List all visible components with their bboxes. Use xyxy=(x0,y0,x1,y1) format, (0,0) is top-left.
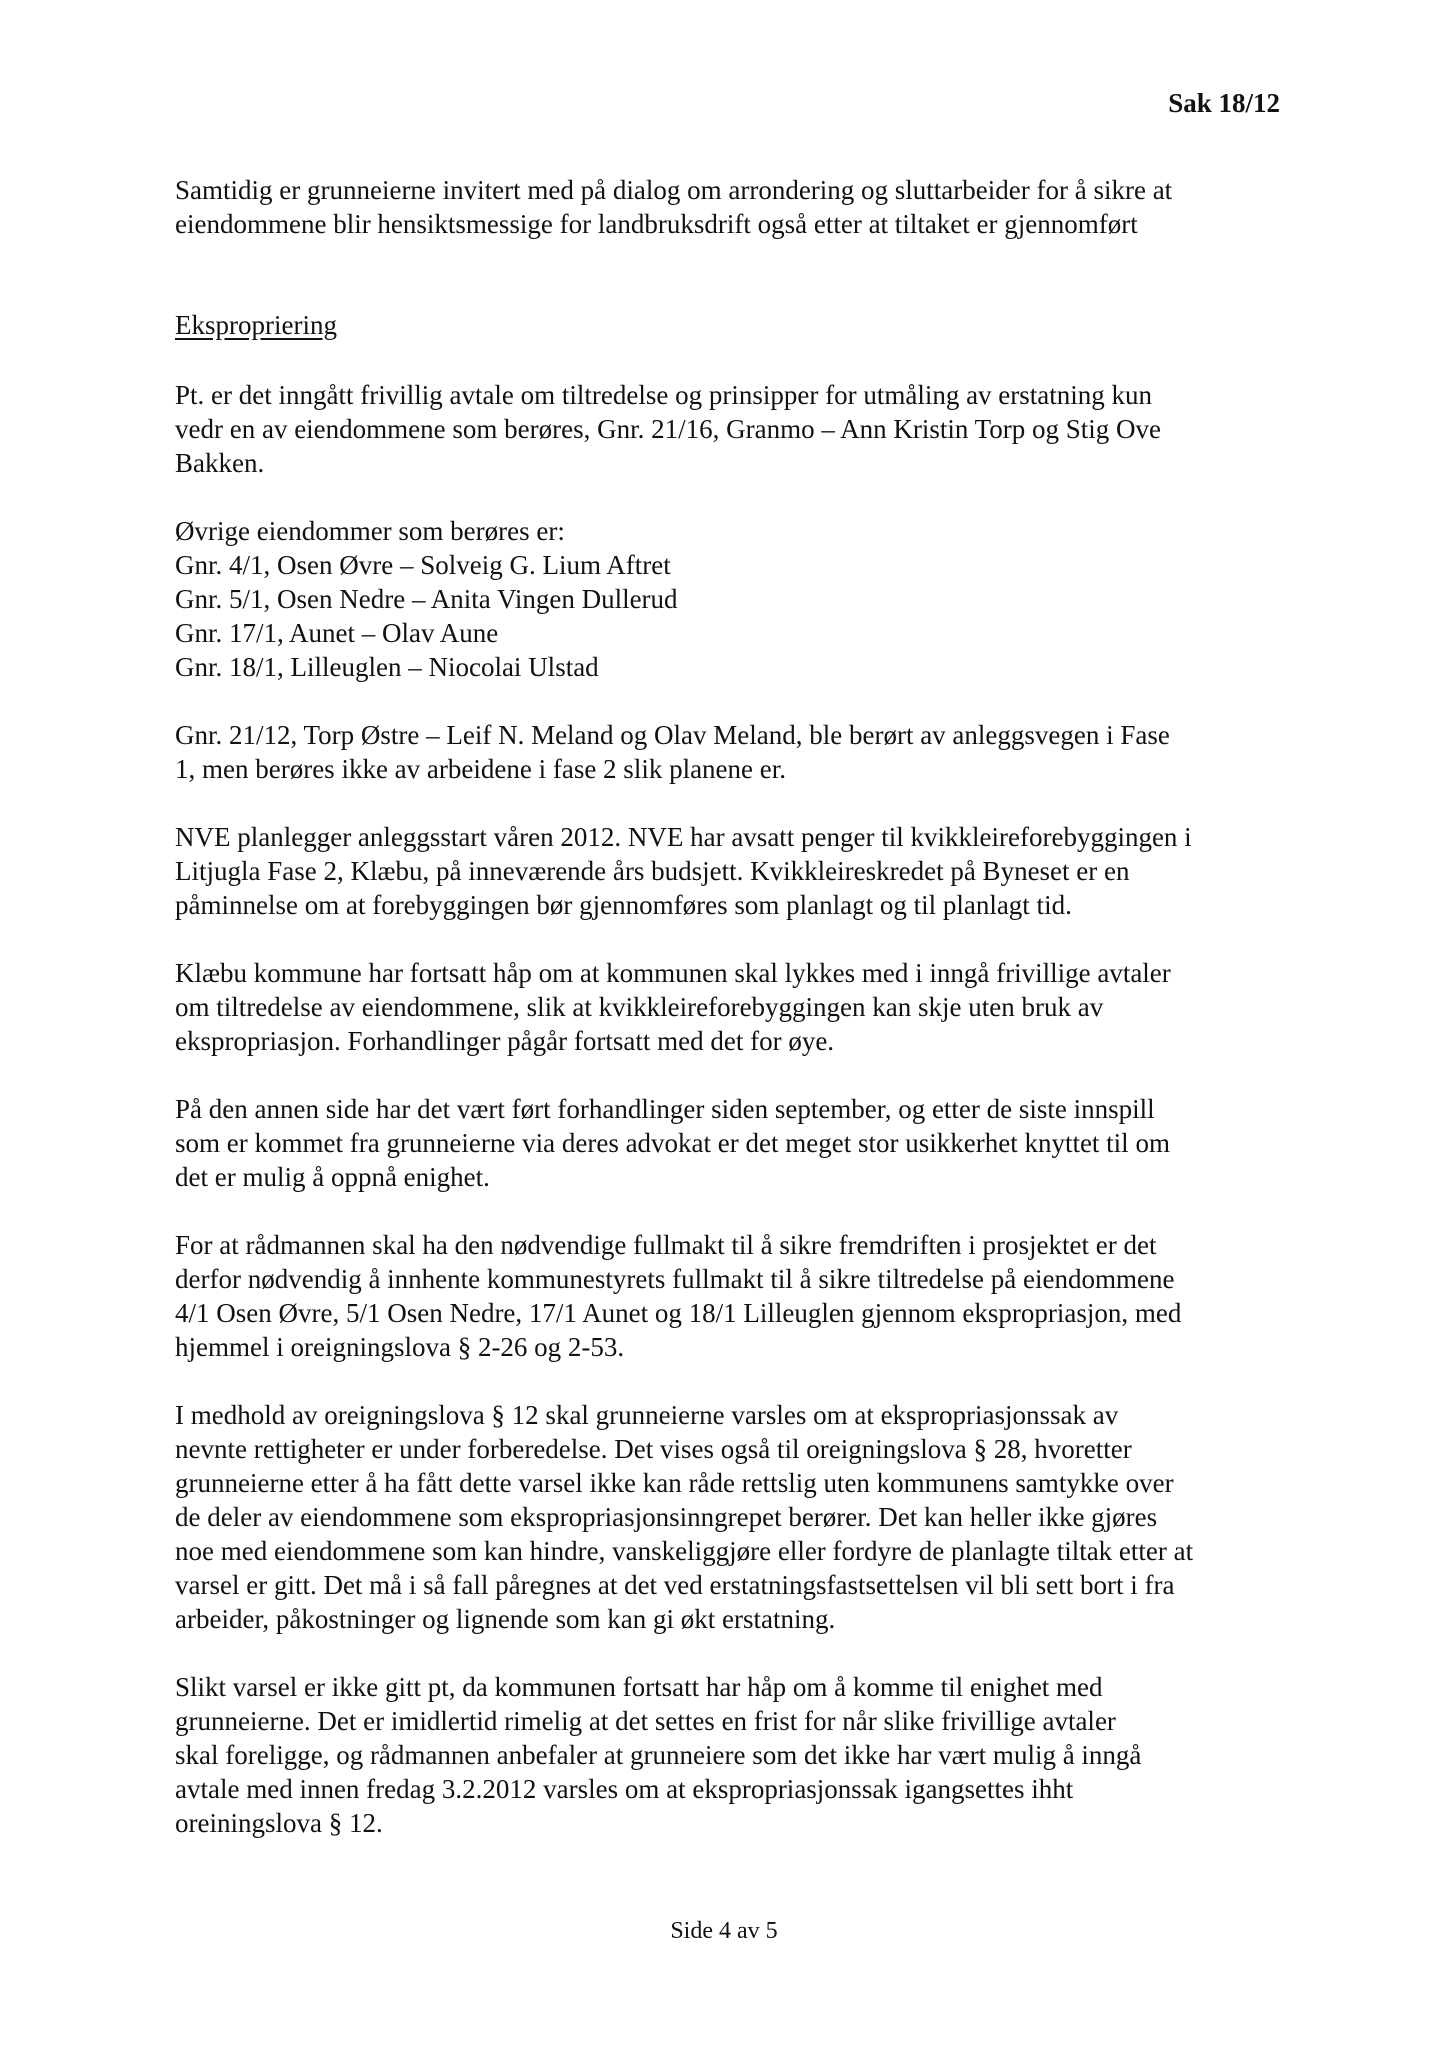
property-item: Gnr. 18/1, Lilleuglen – Niocolai Ulstad xyxy=(175,652,599,682)
paragraph-line: Litjugla Fase 2, Klæbu, på inneværende års budsjett. Kvikkleireskredet på Byneset er en xyxy=(175,856,1130,886)
paragraph-line: NVE planlegger anleggsstart våren 2012. NVE har avsatt penger til kvikkleireforebyggingen i xyxy=(175,822,1192,852)
paragraph-line: eiendommene blir hensiktsmessige for landbruksdrift også etter at tiltaket er gjennomført xyxy=(175,209,1138,239)
paragraph-line: noe med eiendommene som kan hindre, vanskeliggjøre eller fordyre de planlagte tiltak etter at xyxy=(175,1536,1194,1566)
property-list-heading: Øvrige eiendommer som berøres er: xyxy=(175,516,565,546)
section-heading: Ekspropriering xyxy=(175,310,337,340)
paragraph-line: ekspropriasjon. Forhandlinger pågår fortsatt med det for øye. xyxy=(175,1026,835,1056)
paragraph-line: For at rådmannen skal ha den nødvendige fullmakt til å sikre fremdriften i prosjektet er det xyxy=(175,1230,1157,1260)
paragraph-line: det er mulig å oppnå enighet. xyxy=(175,1162,490,1192)
paragraph-line: 1, men berøres ikke av arbeidene i fase 2 slik planene er. xyxy=(175,754,787,784)
paragraph-line: de deler av eiendommene som ekspropriasjonsinngrepet berører. Det kan heller ikke gjøres xyxy=(175,1502,1158,1532)
paragraph-line: grunneierne. Det er imidlertid rimelig at det settes en frist for når slike frivillige avtaler xyxy=(175,1706,1116,1736)
paragraph-line: I medhold av oreigningslova § 12 skal grunneierne varsles om at ekspropriasjonssak av xyxy=(175,1400,1119,1430)
paragraph-line: Gnr. 21/12, Torp Østre – Leif N. Meland og Olav Meland, ble berørt av anleggsvegen i Fase xyxy=(175,720,1170,750)
paragraph-line: varsel er gitt. Det må i så fall påregnes at det ved erstatningsfastsettelsen vil bli sett bort i fra xyxy=(175,1570,1175,1600)
paragraph-line: Pt. er det inngått frivillig avtale om tiltredelse og prinsipper for utmåling av erstatning kun xyxy=(175,380,1153,410)
paragraph-line: påminnelse om at forebyggingen bør gjennomføres som planlagt og til planlagt tid. xyxy=(175,890,1072,920)
page-number: Side 4 av 5 xyxy=(670,1918,778,1944)
paragraph-line: På den annen side har det vært ført forhandlinger siden september, og etter de siste innspill xyxy=(175,1094,1155,1124)
paragraph-notice xyxy=(175,1398,1295,1636)
paragraph-line: om tiltredelse av eiendommene, slik at kvikkleireforebyggingen kan skje uten bruk av xyxy=(175,992,1104,1022)
property-item: Gnr. 5/1, Osen Nedre – Anita Vingen Dullerud xyxy=(175,584,678,614)
paragraph-line: Klæbu kommune har fortsatt håp om at kommunen skal lykkes med i inngå frivillige avtaler xyxy=(175,958,1171,988)
property-item: Gnr. 17/1, Aunet – Olav Aune xyxy=(175,618,499,648)
paragraph-torp xyxy=(175,718,1295,786)
paragraph-line: skal foreligge, og rådmannen anbefaler at grunneiere som det ikke har vært mulig å inngå xyxy=(175,1740,1142,1770)
property-item: Gnr. 4/1, Osen Øvre – Solveig G. Lium Aftret xyxy=(175,550,671,580)
paragraph-line: Slikt varsel er ikke gitt pt, da kommunen fortsatt har håp om å komme til enighet med xyxy=(175,1672,1103,1702)
paragraph-deadline xyxy=(175,1670,1295,1840)
paragraph-agreement xyxy=(175,378,1295,480)
paragraph-hope xyxy=(175,956,1295,1058)
paragraph-line: avtale med innen fredag 3.2.2012 varsles om at ekspropriasjonssak igangsettes ihht xyxy=(175,1774,1074,1804)
paragraph-line: hjemmel i oreigningslova § 2-26 og 2-53. xyxy=(175,1332,625,1362)
paragraph-line: 4/1 Osen Øvre, 5/1 Osen Nedre, 17/1 Aunet og 18/1 Lilleuglen gjennom ekspropriasjon, med xyxy=(175,1298,1182,1328)
property-list xyxy=(175,514,1295,684)
paragraph-mandate xyxy=(175,1228,1295,1364)
paragraph-line: arbeider, påkostninger og lignende som kan gi økt erstatning. xyxy=(175,1604,836,1634)
paragraph-intro xyxy=(175,173,1295,241)
paragraph-negotiations xyxy=(175,1092,1295,1194)
paragraph-line: Samtidig er grunneierne invitert med på dialog om arrondering og sluttarbeider for å sikre at xyxy=(175,175,1173,205)
paragraph-line: nevnte rettigheter er under forberedelse. Det vises også til oreigningslova § 28, hvoretter xyxy=(175,1434,1132,1464)
case-reference: Sak 18/12 xyxy=(1168,88,1280,118)
paragraph-line: som er kommet fra grunneierne via deres advokat er det meget stor usikkerhet knyttet til om xyxy=(175,1128,1170,1158)
paragraph-line: oreiningslova § 12. xyxy=(175,1808,383,1838)
paragraph-line: derfor nødvendig å innhente kommunestyrets fullmakt til å sikre tiltredelse på eiendommene xyxy=(175,1264,1175,1294)
paragraph-nve xyxy=(175,820,1295,922)
paragraph-line: vedr en av eiendommene som berøres, Gnr. 21/16, Granmo – Ann Kristin Torp og Stig Ove xyxy=(175,414,1161,444)
paragraph-line: Bakken. xyxy=(175,448,265,478)
paragraph-line: grunneierne etter å ha fått dette varsel ikke kan råde rettslig uten kommunens samtykke over xyxy=(175,1468,1174,1498)
